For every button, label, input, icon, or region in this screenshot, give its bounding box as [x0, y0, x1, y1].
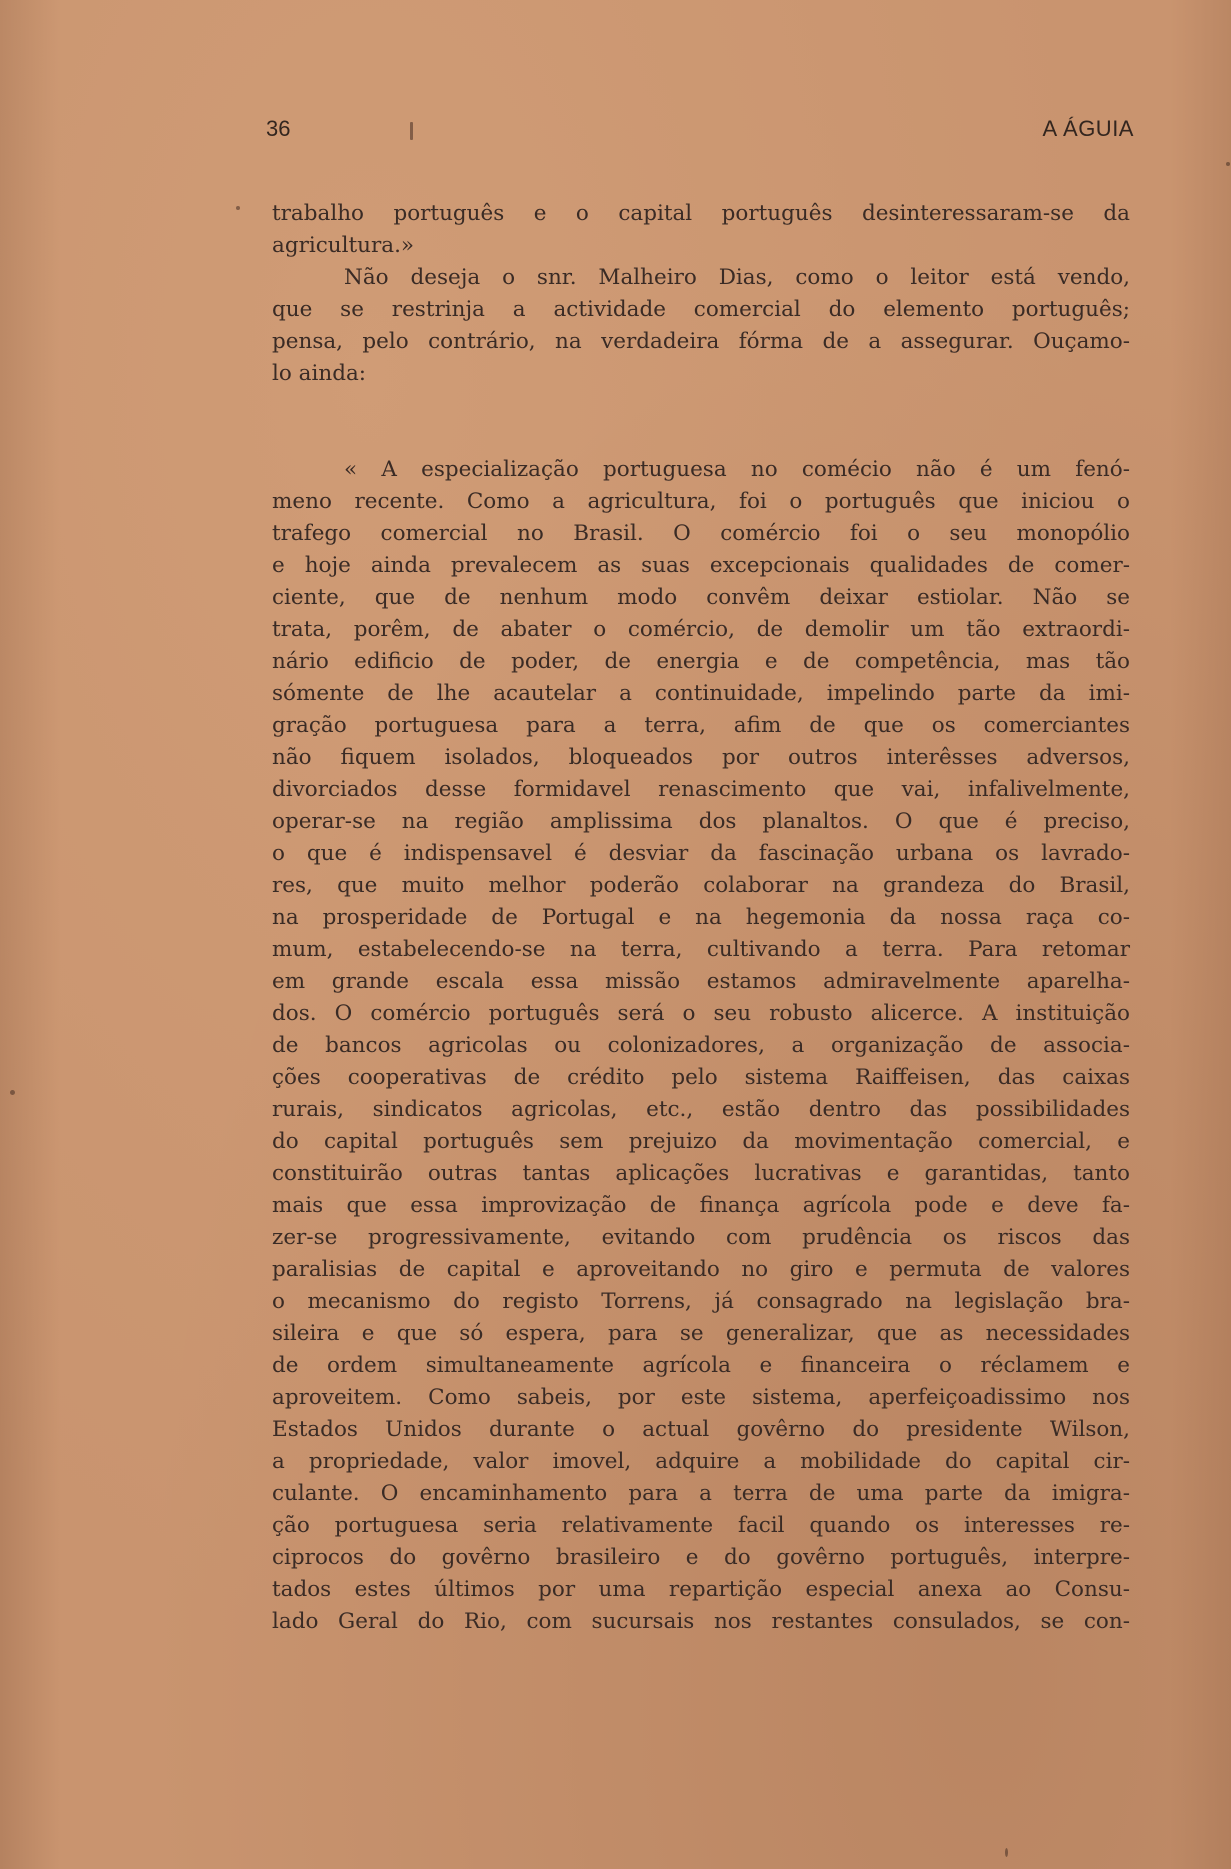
paper-speck: [1005, 1848, 1008, 1857]
paragraph-gap: [272, 390, 1130, 454]
text-line: pensa, pelo contrário, na verdadeira fórma de a assegurar. Ouçamo-: [272, 329, 1130, 354]
text-line: o mecanismo do registo Torrens, já consagrado na legislação bra-: [272, 1289, 1130, 1314]
text-line: sómente de lhe acautelar a continuidade, impelindo parte da imi-: [272, 681, 1130, 706]
text-line: dos. O comércio português será o seu robusto alicerce. A instituição: [272, 1001, 1130, 1026]
text-line: gração portuguesa para a terra, afim de que os comerciantes: [272, 713, 1130, 738]
text-line: não fiquem isolados, bloqueados por outros interêsses adversos,: [272, 745, 1130, 770]
text-line: Estados Unidos durante o actual govêrno do presidente Wilson,: [272, 1417, 1130, 1442]
text-line: lo ainda:: [272, 361, 367, 386]
text-line: « A especialização portuguesa no comécio não é um fenó-: [344, 457, 1130, 482]
text-line: e hoje ainda prevalecem as suas excepcionais qualidades de comer-: [272, 553, 1130, 578]
paragraph: [272, 198, 1130, 262]
quoted-paragraph: [272, 454, 1130, 1638]
page-header: [266, 116, 1134, 148]
paper-speck: [1226, 162, 1230, 166]
text-line: na prosperidade de Portugal e na hegemonia da nossa raça co-: [272, 905, 1130, 930]
text-line: a propriedade, valor imovel, adquire a mobilidade do capital cir-: [272, 1449, 1130, 1474]
text-line: o que é indispensavel é desviar da fascinação urbana os lavrado-: [272, 841, 1130, 866]
body-text: [272, 198, 1130, 1638]
text-line: que se restrinja a actividade comercial do elemento português;: [272, 297, 1130, 322]
text-line: operar-se na região amplissima dos planaltos. O que é preciso,: [272, 809, 1130, 834]
text-line: rurais, sindicatos agricolas, etc., estão dentro das possibilidades: [272, 1097, 1130, 1122]
paper-speck: [410, 122, 413, 140]
text-line: paralisias de capital e aproveitando no giro e permuta de valores: [272, 1257, 1130, 1282]
text-line: ção portuguesa seria relativamente facil quando os interesses re-: [272, 1513, 1130, 1538]
text-line: aproveitem. Como sabeis, por este sistema, aperfeiçoadissimo nos: [272, 1385, 1130, 1410]
text-line: meno recente. Como a agricultura, foi o português que iniciou o: [272, 489, 1130, 514]
running-title: A ÁGUIA: [1042, 116, 1134, 141]
text-line: do capital português sem prejuizo da movimentação comercial, e: [272, 1129, 1130, 1154]
text-line: lado Geral do Rio, com sucursais nos restantes consulados, se con-: [272, 1609, 1130, 1634]
text-line: agricultura.»: [272, 233, 415, 258]
text-line: ções cooperativas de crédito pelo sistema Raiffeisen, das caixas: [272, 1065, 1130, 1090]
paper-speck: [10, 1090, 15, 1095]
text-line: trata, porêm, de abater o comércio, de demolir um tão extraordi-: [272, 617, 1130, 642]
text-line: nário edificio de poder, de energia e de competência, mas tão: [272, 649, 1130, 674]
text-line: tados estes últimos por uma repartição especial anexa ao Consu-: [272, 1577, 1130, 1602]
text-line: ciente, que de nenhum modo convêm deixar estiolar. Não se: [272, 585, 1130, 610]
text-line: de ordem simultaneamente agrícola e financeira o réclamem e: [272, 1353, 1130, 1378]
text-line: Não deseja o snr. Malheiro Dias, como o leitor está vendo,: [344, 265, 1130, 290]
paragraph: [272, 262, 1130, 390]
text-line: mum, estabelecendo-se na terra, cultivando a terra. Para retomar: [272, 937, 1130, 962]
text-line: trafego comercial no Brasil. O comércio foi o seu monopólio: [272, 521, 1130, 546]
text-line: divorciados desse formidavel renascimento que vai, infalivelmente,: [272, 777, 1130, 802]
text-line: de bancos agricolas ou colonizadores, a organização de associa-: [272, 1033, 1130, 1058]
page-number: 36: [266, 116, 291, 141]
text-line: trabalho português e o capital português desinteressaram-se da: [272, 201, 1130, 226]
text-line: constituirão outras tantas aplicações lucrativas e garantidas, tanto: [272, 1161, 1130, 1186]
text-line: culante. O encaminhamento para a terra de uma parte da imigra-: [272, 1481, 1130, 1506]
text-line: em grande escala essa missão estamos admiravelmente aparelha-: [272, 969, 1130, 994]
text-line: zer-se progressivamente, evitando com prudência os riscos das: [272, 1225, 1130, 1250]
text-line: sileira e que só espera, para se generalizar, que as necessidades: [272, 1321, 1130, 1346]
text-line: ciprocos do govêrno brasileiro e do govêrno português, interpre-: [272, 1545, 1130, 1570]
text-line: mais que essa improvização de finança agrícola pode e deve fa-: [272, 1193, 1130, 1218]
text-line: res, que muito melhor poderão colaborar na grandeza do Brasil,: [272, 873, 1130, 898]
paper-speck: [236, 206, 240, 210]
